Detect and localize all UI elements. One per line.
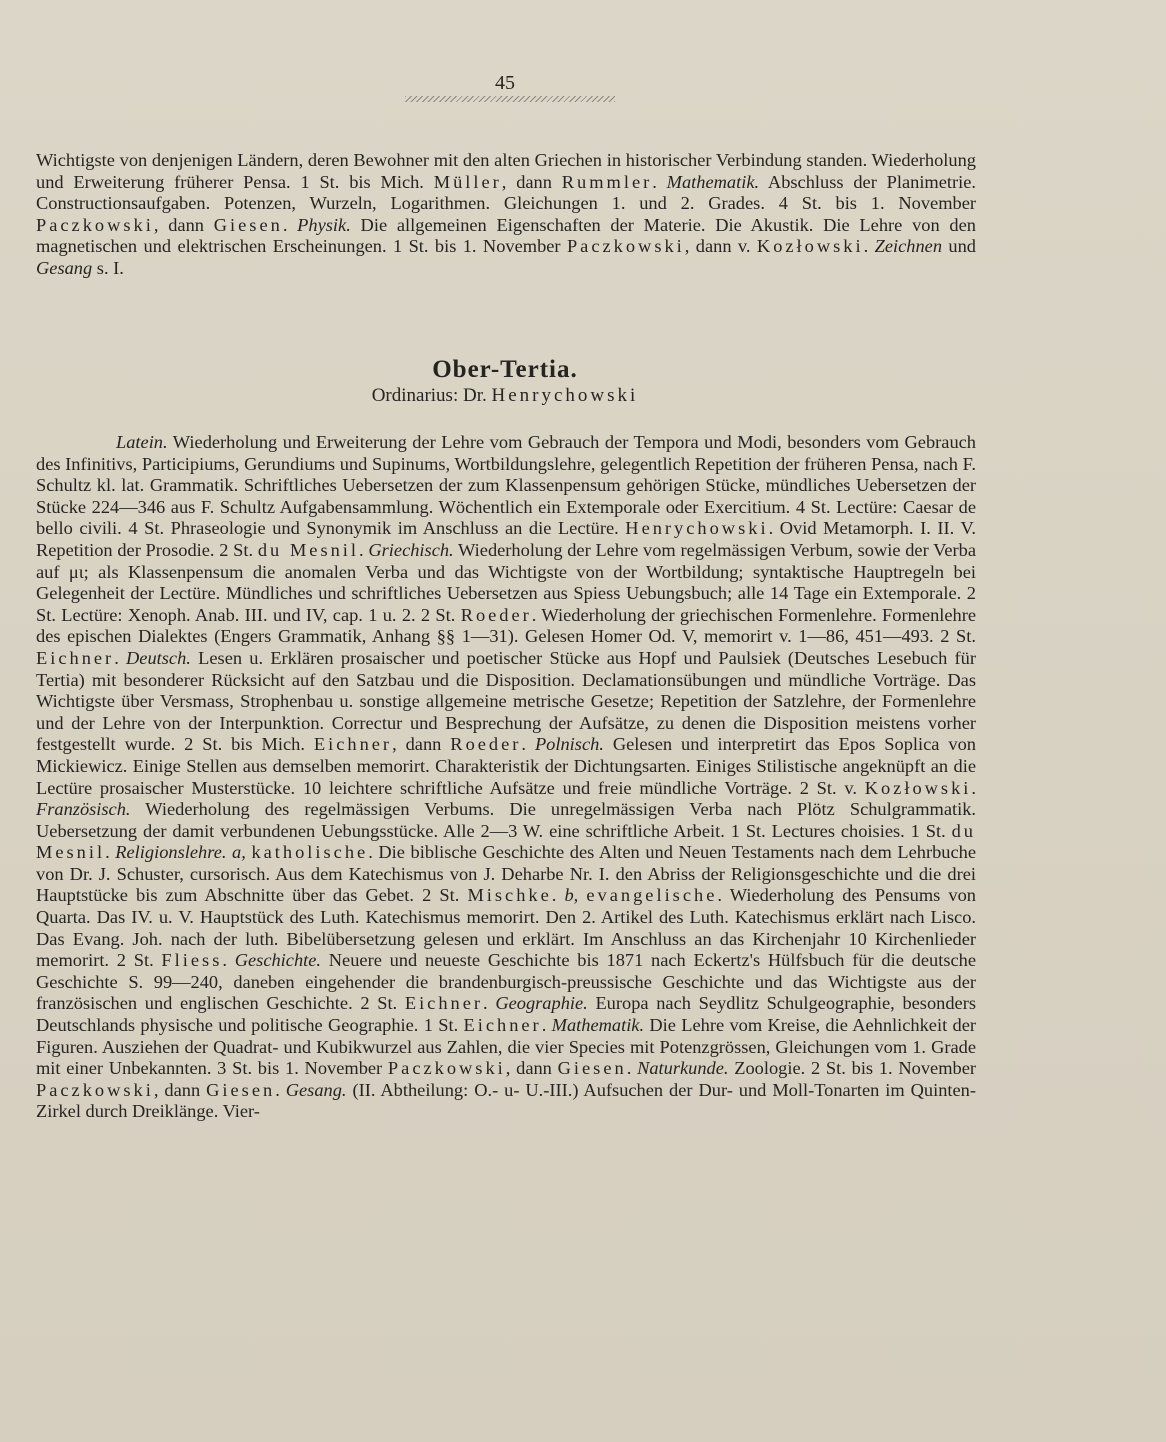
text-run: Gelesen und interpretirt das Epos Soplica von Mickiewicz. Einige Stellen aus demselben memorirt. Charakteristik der Dichtungsarten. Einiges Stilistische angeknüpft an die Lectüre prosaischer Musterstücke. 10 leichtere schriftliche Aufsätze und freie mündliche Vorträge. 2 St. v.: [36, 734, 976, 798]
text-run: , dann: [501, 171, 562, 192]
teacher-name: katholische: [251, 842, 369, 863]
text-run: Wichtigste von denjenigen Ländern, deren Bewohner mit den alten Griechen in historischer Verbindung standen. Wiederholung und Erweiterung früherer Pensa. 1 St. bis Mich.: [36, 150, 976, 192]
subject-label: Griechisch.: [368, 539, 454, 560]
text-run: s. I.: [92, 257, 124, 278]
text-run: Neuere und neueste Geschichte bis 1871 nach Eckertz's Hülfsbuch für die deutsche Geschichte S. 99—240, daneben eingehender die brandenburgisch-preussische Geschichte und das Wichtigste aus der französischen und englischen Geschichte. 2 St.: [36, 950, 976, 1014]
subject-label: Mathematik.: [666, 171, 760, 192]
teacher-name: Henrychowski: [625, 518, 769, 539]
text-run: .: [105, 842, 116, 863]
subject-label: Französisch.: [36, 799, 131, 820]
subject-label: a,: [232, 842, 246, 863]
text-run: und: [942, 236, 977, 257]
subject-label: Religionslehre.: [115, 842, 227, 863]
text-run: (II. Abtheilung: O.- u- U.-III.) Aufsuchen der Dur- und Moll-Tonarten im Quinten-Zirkel durch Dreiklänge. Vier-: [36, 1079, 976, 1122]
subject-label: Naturkunde.: [637, 1058, 729, 1079]
page-number: 45: [495, 72, 515, 94]
section-heading: Ober-Tertia.: [432, 356, 578, 383]
text-run: Europa nach Seydlitz Schulgeographie, besonders Deutschlands physische und politische Geographie. 1 St.: [36, 993, 976, 1036]
subject-label: Polnisch.: [534, 734, 604, 755]
teacher-name: Kozłowski: [756, 236, 864, 257]
text-run: . Wiederholung des Pensums von Quarta. Das IV. u. V. Hauptstück des Luth. Katechismus memorirt. Den 2. Artikel des Luth. Katechismus erklärt nach Lisco. Das Evang. Joh. nach der luth. Bibelübersetzung gelesen und erklärt. Im Anschluss an das Kirchenjahr 10 Kirchenlieder memorirt. 2 St.: [36, 885, 976, 971]
subject-label: Deutsch.: [126, 647, 191, 668]
text-run: .: [863, 236, 875, 257]
teacher-name: Giesen: [213, 214, 283, 235]
teacher-name: Eichner: [404, 993, 484, 1014]
teacher-name: Paczkowski: [387, 1058, 506, 1079]
subject-label: Physik.: [297, 214, 351, 235]
text-run: . Wiederholung der griechischen Formenlehre. Formenlehre des epischen Dialektes (Engers Grammatik, Anhang §§ 1—31). Gelesen Homer Od. V, memorirt v. 1—86, 451—493. 2 St.: [36, 604, 977, 647]
subject-label: Geographie.: [495, 993, 588, 1014]
subject-label: Gesang.: [285, 1079, 347, 1100]
text-run: .: [551, 885, 565, 906]
curriculum-text: [36, 432, 976, 1123]
text-run: .: [282, 214, 298, 235]
teacher-name: evangelische: [586, 885, 718, 906]
subject-label: b,: [564, 885, 579, 906]
teacher-name: Rummler: [561, 171, 653, 192]
text-run: Die allgemeinen Eigenschaften der Materie. Die Akustik. Die Lehre von den magnetischen und elektrischen Erscheinungen. 1 St. bis 1. November: [36, 214, 976, 257]
subject-label: Latein.: [116, 432, 168, 452]
teacher-name: Paczkowski: [36, 1079, 154, 1100]
decorative-rule: [405, 96, 615, 102]
intro-text: [36, 150, 976, 280]
teacher-name: Müller: [433, 171, 502, 192]
teacher-name: Fliess: [161, 950, 223, 971]
teacher-name: du Mesnil: [257, 539, 360, 560]
text-run: .: [541, 1015, 552, 1036]
text-run: .: [275, 1079, 286, 1100]
text-run: , dann: [153, 1079, 207, 1100]
text-run: .: [359, 539, 369, 560]
teacher-name: Eichner: [36, 647, 115, 668]
teacher-name: Kozłowski: [864, 777, 972, 798]
text-run: Zoologie. 2 St. bis 1. November: [728, 1058, 976, 1079]
subject-label: Mathematik.: [551, 1015, 645, 1036]
teacher-name: Mischke: [467, 885, 552, 906]
text-run: , dann v.: [684, 236, 757, 257]
teacher-name: Roeder: [450, 734, 522, 755]
text-run: .: [222, 950, 235, 971]
text-run: , dann: [153, 214, 214, 235]
text-run: .: [521, 734, 535, 755]
teacher-name: Giesen: [557, 1058, 627, 1079]
text-run: Wiederholung und Erweiterung der Lehre vom Gebrauch der Tempora und Modi, besonders vom Gebrauch des Infinitivs, Participiums, Gerundiums und Supinums, Wortbildungslehre, gelegentlich Repetition der früheren Pensa, nach F. Schultz kl. lat. Grammatik. Schriftliches Uebersetzen der zum Klassenpensum gehörigen Stücke, mündliches Uebersetzen der Stücke 224—346 aus F. Schultz Aufgabensammlung. Wöchentlich ein Extemporale oder Exercitium. 4 St. Lectüre: Caesar de bello civili. 4 St. Phraseologie und Synonymik im Anschluss an die Lectüre.: [36, 432, 976, 539]
ordinarius-label: Ordinarius: Dr.: [371, 385, 487, 406]
text-run: , dann: [392, 734, 451, 755]
text-run: Die Lehre vom Kreise, die Aehnlichkeit der Figuren. Ausziehen der Quadrat- und Kubikwurzel aus Zahlen, die vier Species mit Potenzgrössen, Gleichungen vom 1. Grade mit einer Unbekannten. 3 St. bis 1. November: [36, 1015, 976, 1079]
ordinarius-line: [0, 385, 1010, 407]
text-run: .: [114, 647, 127, 668]
teacher-name: Roeder: [460, 604, 532, 625]
teacher-name: du Mesnil: [36, 820, 976, 863]
text-run: . Die biblische Geschichte des Alten und Neuen Testaments nach dem Lehrbuche von Dr. J. Schuster, cursorisch. Aus dem Katechismus von J. Deharbe Nr. I. den Abriss der Religionsgeschichte und die drei Hauptstücke bis zum Abschnitte über das Gebet. 2 St.: [36, 842, 976, 906]
teacher-name: Eichner: [463, 1015, 542, 1036]
text-run: .: [652, 171, 667, 192]
teacher-name: Paczkowski: [566, 236, 685, 257]
text-run: Wiederholung der Lehre vom regelmässigen Verbum, sowie der Verba auf μι; als Klassenpensum die anomalen Verba und das Wichtigste von der Wortbildung; syntaktische Hauptregeln bei Gelegenheit der Lectüre. Mündliches und schriftliches Uebersetzen aus Spiess Uebungsbuch; alle 14 Tage ein Extemporale. 2 St. Lectüre: Xenoph. Anab. III. und IV, cap. 1 u. 2. 2 St.: [36, 539, 976, 625]
text-run: . Ovid Metamorph. I. II. V. Repetition der Prosodie. 2 St.: [36, 518, 977, 560]
teacher-name: Paczkowski: [36, 214, 154, 235]
text-run: Abschluss der Planimetrie. Constructionsaufgaben. Potenzen, Wurzeln, Logarithmen. Gleichungen 1. und 2. Grades. 4 St. bis 1. November: [36, 171, 977, 214]
subject-label: Geschichte.: [234, 950, 322, 971]
text-run: .: [971, 777, 976, 798]
curriculum-paragraph: [36, 432, 976, 1123]
subject-label: Gesang: [36, 257, 93, 278]
teacher-name: Eichner: [313, 734, 393, 755]
text-run: .: [626, 1058, 638, 1079]
teacher-name: Giesen: [206, 1079, 276, 1100]
text-run: Lesen u. Erklären prosaischer und poetischer Stücke aus Hopf und Paulsiek (Deutsches Lesebuch für Tertia) mit besonderer Rücksicht auf den Satzbau und die Disposition. Declamationsübungen und mündliche Vorträge. Das Wichtigste über Versmass, Strophenbau u. sonstige allgemeine metrische Gesetze; Repetition der Satzlehre, der Formenlehre und der Lehre von der Interpunktion. Correctur und Besprechung der Aufsätze, zu denen die Disposition meistens vorher festgestellt wurde. 2 St. bis Mich.: [36, 647, 977, 755]
subject-label: Zeichnen: [874, 236, 943, 257]
text-run: .: [483, 993, 496, 1014]
text-run: , dann: [505, 1058, 558, 1079]
intro-paragraph: [36, 150, 976, 280]
text-run: Wiederholung des regelmässigen Verbums. Die unregelmässigen Verba nach Plötz Schulgrammatik. Uebersetzung der damit verbundenen Uebungsstücke. Alle 2—3 W. eine schriftliche Arbeit. 1 St. Lectures choisies. 1 St.: [36, 799, 976, 841]
ordinarius-name: Henrychowski: [491, 385, 639, 406]
